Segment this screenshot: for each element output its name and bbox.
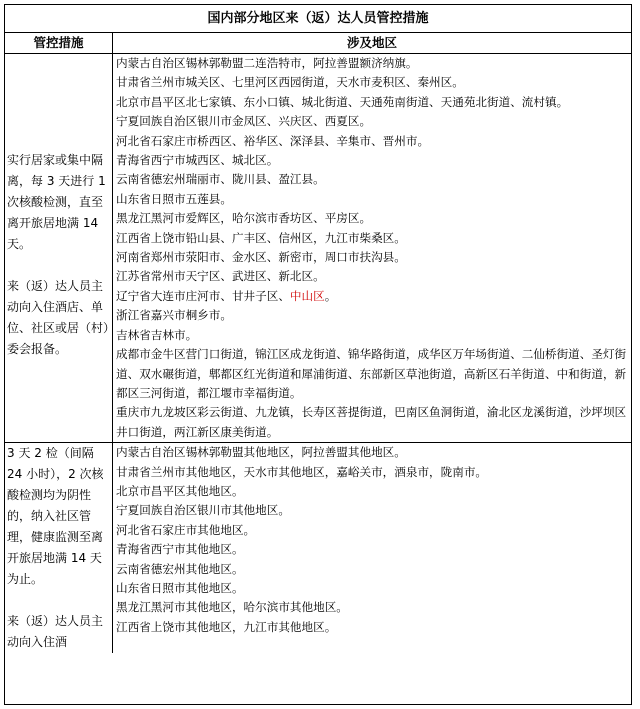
region-line: 河北省石家庄市其他地区。	[116, 522, 256, 537]
measure-cell	[5, 443, 113, 653]
region-line: 北京市昌平区北七家镇、东小口镇、城北街道、天通苑南街道、天通苑北街道、流村镇。	[116, 94, 569, 109]
region-line: 云南省德宏州瑞丽市、陇川县、盈江县。	[116, 172, 325, 187]
region-line: 山东省日照市五莲县。	[116, 191, 232, 206]
measure-text: 来（返）达人员主动向入住酒	[7, 614, 104, 650]
table-title: 国内部分地区来（返）达人员管控措施	[5, 5, 631, 33]
region-line-liaoning	[116, 287, 628, 306]
region-line: 甘肃省兰州市城关区、七里河区西园街道，天水市麦积区、秦州区。	[116, 75, 464, 90]
region-line: 山东省日照市其他地区。	[116, 580, 244, 595]
region-line: 内蒙古自治区锡林郭勒盟其他地区，阿拉善盟其他地区。	[116, 445, 406, 460]
control-measures-table	[4, 4, 632, 705]
regions-cell	[113, 443, 631, 653]
region-line: 云南省德宏州其他地区。	[116, 561, 244, 576]
region-line: 黑龙江黑河市爱辉区，哈尔滨市香坊区、平房区。	[116, 211, 372, 226]
region-line: 河南省郑州市荥阳市、金水区、新密市，周口市扶沟县。	[116, 250, 406, 265]
region-text: 辽宁省大连市庄河市、甘井子区、	[116, 288, 290, 303]
region-line: 成都市金牛区营门口街道，锦江区成龙街道、锦华路街道，成华区万年场街道、二仙桥街道、圣灯街道、双水碾街道，郫都区红光街道和犀浦街道、东部新区草池街道，高新区石羊街道、中和街道，新都区三河街道，都江堰市幸福街道。	[116, 347, 627, 400]
header-measures: 管控措施	[5, 33, 113, 53]
region-line: 青海省西宁市其他地区。	[116, 542, 244, 557]
region-line: 江西省上饶市铅山县、广丰区、信州区，九江市柴桑区。	[116, 230, 406, 245]
measure-text: 实行居家或集中隔离，每 3 天进行 1 次核酸检测，直至离开旅居地满 14 天。	[7, 153, 106, 251]
region-line: 浙江省嘉兴市桐乡市。	[116, 308, 232, 323]
table-header	[5, 33, 631, 54]
header-regions: 涉及地区	[346, 35, 397, 50]
region-line: 青海省西宁市城西区、城北区。	[116, 153, 279, 168]
region-line: 黑龙江黑河市其他地区，哈尔滨市其他地区。	[116, 600, 348, 615]
region-line: 吉林省吉林市。	[116, 327, 198, 342]
region-line: 江西省上饶市其他地区，九江市其他地区。	[116, 619, 337, 634]
region-line: 北京市昌平区其他地区。	[116, 483, 244, 498]
measure-text: 来（返）达人员主动向入住酒店、单位、社区或居（村）委会报备。	[7, 279, 110, 356]
region-line: 宁夏回族自治区银川市其他地区。	[116, 503, 290, 518]
regions-cell	[113, 54, 631, 442]
region-line: 宁夏回族自治区银川市金凤区、兴庆区、西夏区。	[116, 114, 372, 129]
highlighted-region: 中山区	[289, 288, 325, 303]
region-line: 甘肃省兰州市其他地区，天水市其他地区，嘉峪关市，酒泉市，陇南市。	[116, 464, 488, 479]
region-line: 重庆市九龙坡区彩云街道、九龙镇，长寿区菩提街道，巴南区鱼洞街道，渝北区龙溪街道，沙坪坝区井口街道，两江新区康美街道。	[116, 405, 627, 439]
region-line: 内蒙古自治区锡林郭勒盟二连浩特市，阿拉善盟额济纳旗。	[116, 56, 418, 70]
region-line: 河北省石家庄市桥西区、裕华区、深泽县、辛集市、晋州市。	[116, 133, 430, 148]
region-text: 。	[324, 288, 337, 303]
section-quarantine	[5, 54, 631, 443]
section-testing	[5, 443, 631, 653]
measure-cell	[5, 54, 113, 442]
region-line: 江苏省常州市天宁区、武进区、新北区。	[116, 269, 325, 284]
measure-text: 3 天 2 检（间隔 24 小时），2 次核酸检测均为阴性的，纳入社区管理，健康监测至离开旅居地满 14 天为止。	[7, 446, 104, 587]
